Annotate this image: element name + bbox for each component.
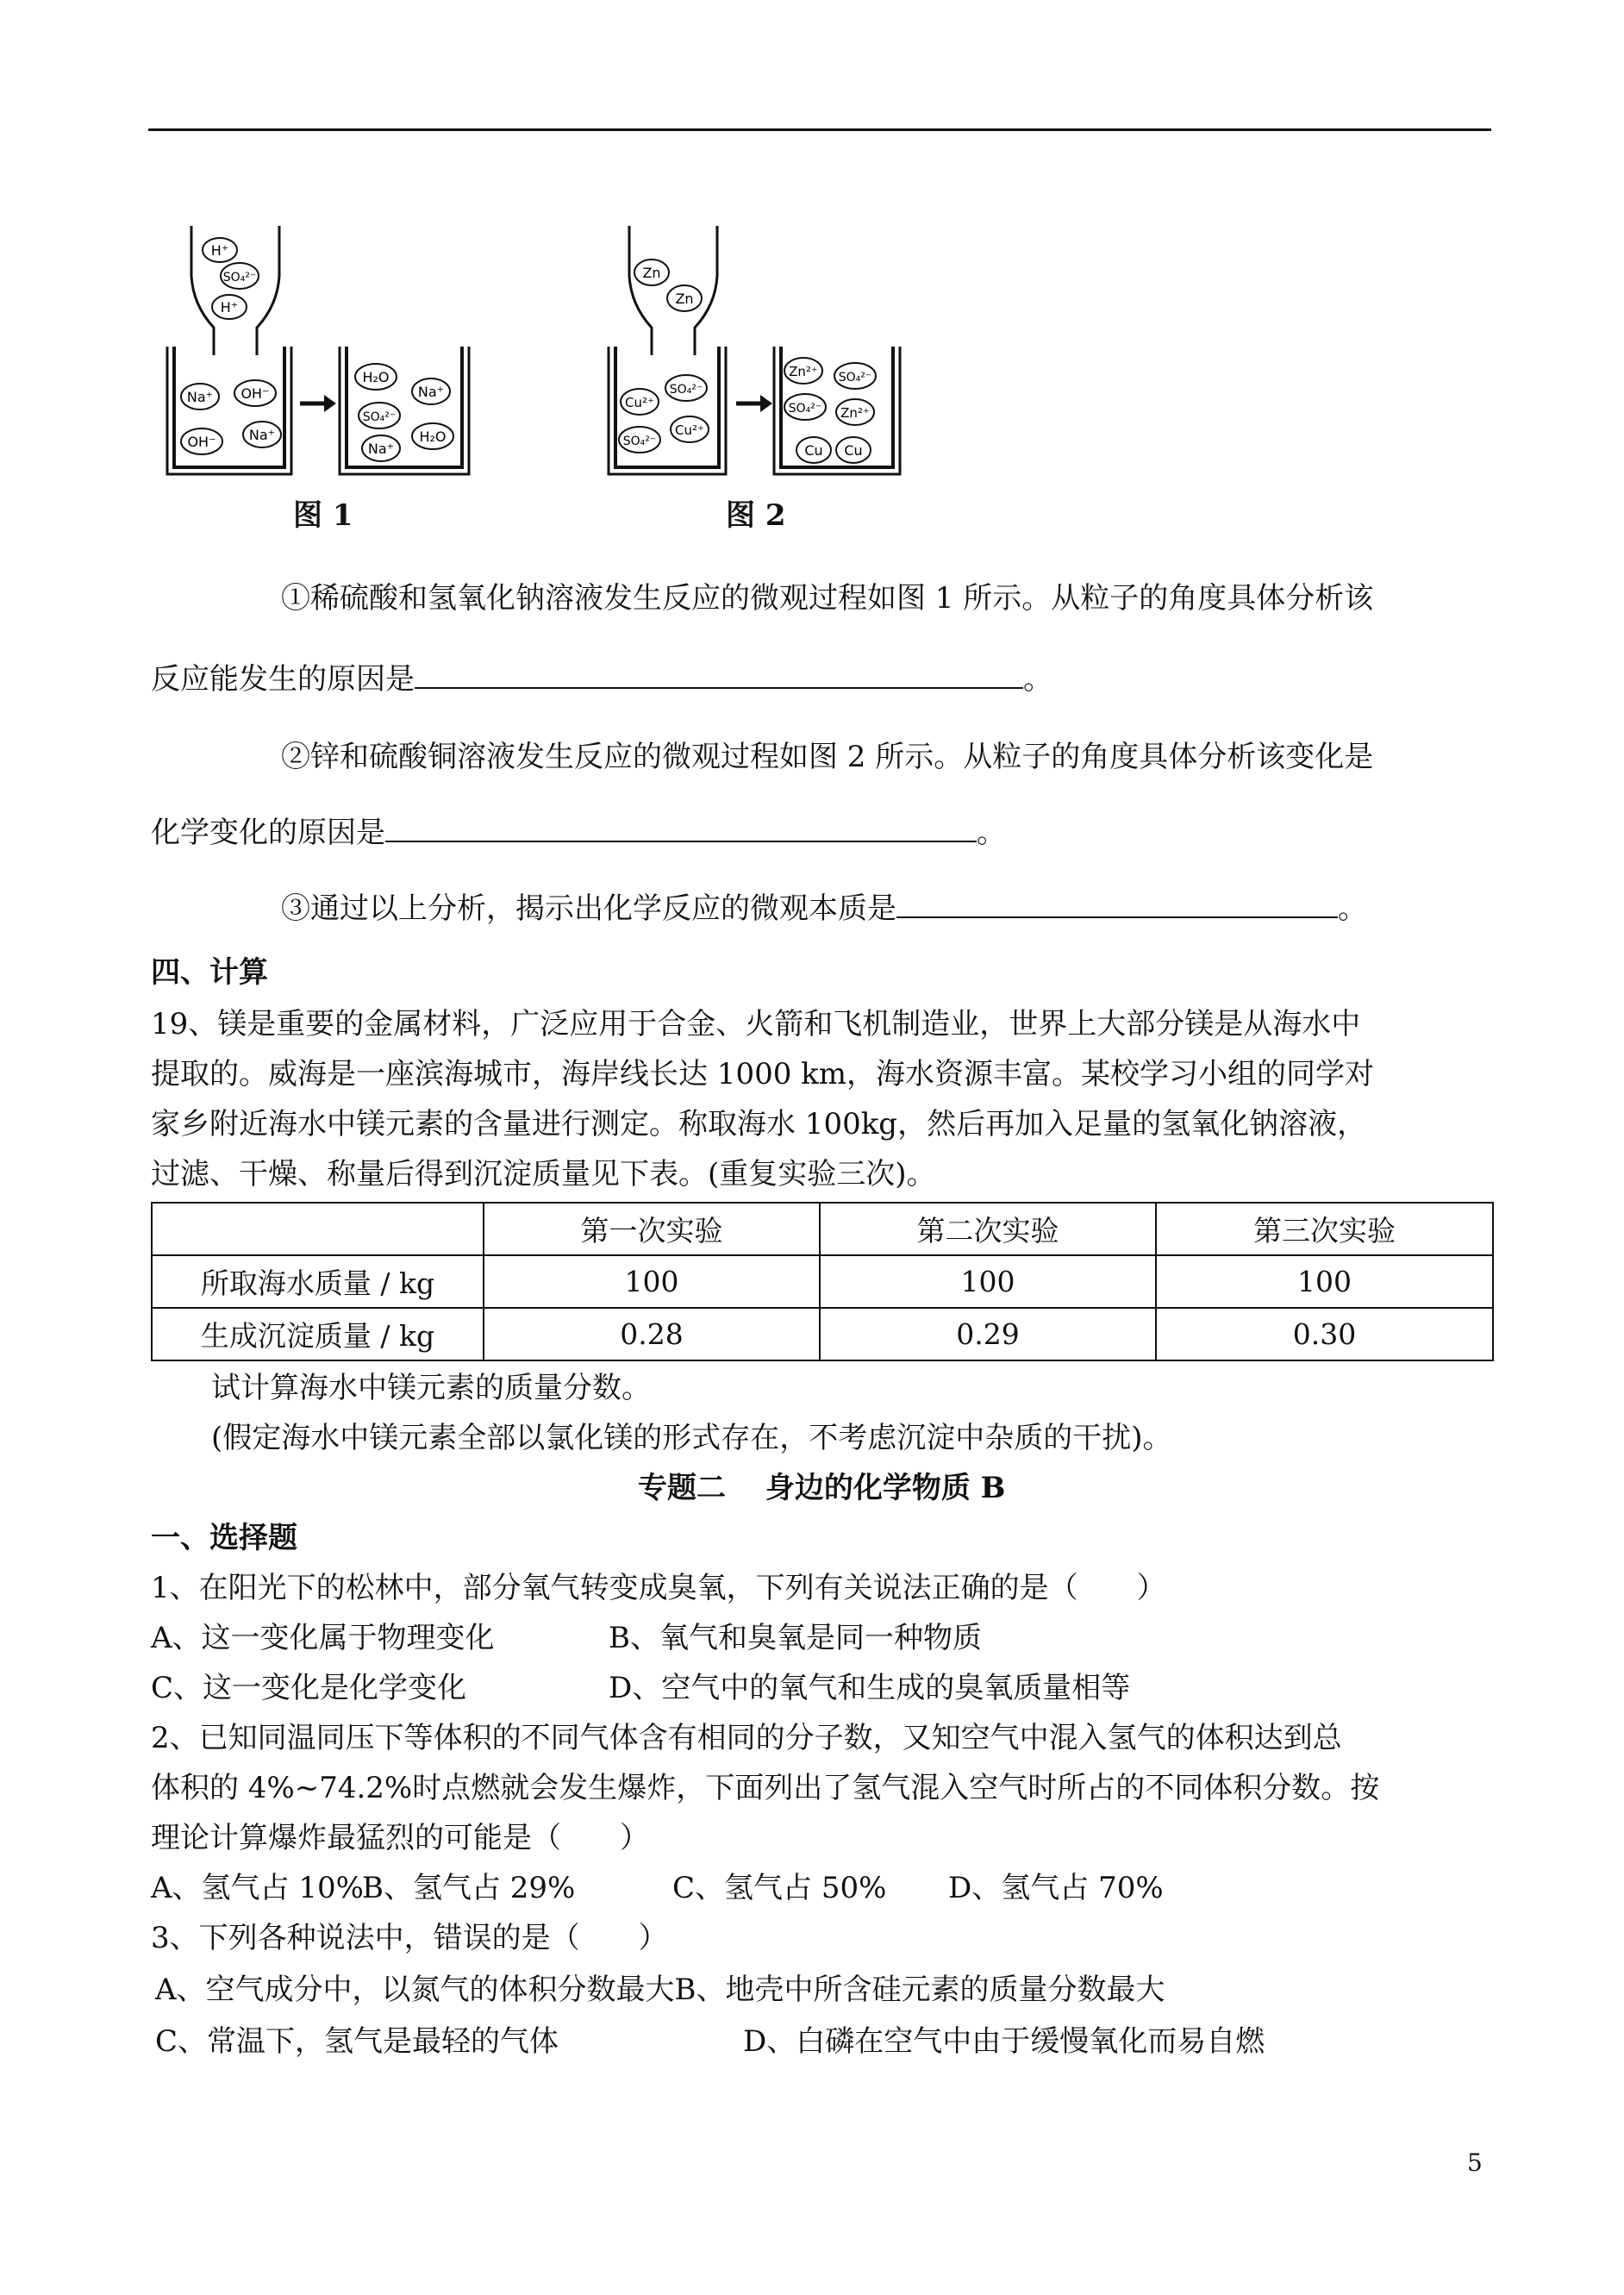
svg-text:H⁺: H⁺ xyxy=(210,242,229,259)
experiment-table xyxy=(151,1202,1494,1361)
table-cell: 100 xyxy=(1156,1255,1493,1308)
svg-text:H⁺: H⁺ xyxy=(220,299,239,316)
header-rule xyxy=(148,128,1491,131)
q3-option-c[interactable]: C、常温下，氢气是最轻的气体 xyxy=(155,2024,559,2059)
svg-text:Zn: Zn xyxy=(675,291,694,307)
svg-text:Zn²⁺: Zn²⁺ xyxy=(840,405,870,421)
q2-stem-line-3: 理论计算爆炸最猛烈的可能是（ ） xyxy=(151,1821,649,1855)
q1-option-d[interactable]: D、空气中的氧气和生成的臭氧质量相等 xyxy=(609,1671,1131,1705)
table-row xyxy=(152,1255,1493,1308)
table-cell: 0.30 xyxy=(1156,1308,1493,1360)
svg-text:SO₄²⁻: SO₄²⁻ xyxy=(362,410,397,424)
q19-line-3: 家乡附近海水中镁元素的含量进行测定。称取海水 100kg，然后再加入足量的氢氧化钠溶液， xyxy=(151,1107,1367,1141)
q19-line-4: 过滤、干燥、称量后得到沉淀质量见下表。(重复实验三次)。 xyxy=(151,1157,936,1191)
svg-text:Na⁺: Na⁺ xyxy=(248,427,276,443)
table-cell: 100 xyxy=(484,1255,820,1308)
svg-text:H₂O: H₂O xyxy=(362,369,390,385)
q2-option-d[interactable]: D、氢气占 70% xyxy=(948,1871,1164,1905)
svg-text:SO₄²⁻: SO₄²⁻ xyxy=(222,271,257,285)
svg-text:SO₄²⁻: SO₄²⁻ xyxy=(838,371,872,385)
svg-text:Cu: Cu xyxy=(844,442,863,459)
q2-option-b[interactable]: B、氢气占 29% xyxy=(362,1871,576,1905)
q1-option-b[interactable]: B、氧气和臭氧是同一种物质 xyxy=(609,1621,982,1655)
q3-options-ab[interactable]: A、空气成分中，以氮气的体积分数最大B、地壳中所含硅元素的质量分数最大 xyxy=(155,1973,1165,2007)
answer-blank-3[interactable] xyxy=(896,892,1338,918)
table-cell xyxy=(152,1203,484,1255)
figure-2-caption: 图 2 xyxy=(726,498,786,533)
q19-assumption: (假定海水中镁元素全部以氯化镁的形式存在，不考虑沉淀中杂质的干扰)。 xyxy=(211,1421,1172,1455)
svg-text:Na⁺: Na⁺ xyxy=(417,384,445,400)
q2-stem-line-1: 2、已知同温同压下等体积的不同气体含有相同的分子数，又知空气中混入氢气的体积达到总 xyxy=(151,1721,1342,1755)
section-1-heading: 一、选择题 xyxy=(151,1521,297,1555)
svg-text:Na⁺: Na⁺ xyxy=(186,389,214,405)
svg-text:H₂O: H₂O xyxy=(419,428,447,445)
svg-text:Na⁺: Na⁺ xyxy=(367,441,395,457)
q1-option-c[interactable]: C、这一变化是化学变化 xyxy=(151,1671,467,1705)
svg-text:Zn²⁺: Zn²⁺ xyxy=(789,364,818,379)
q18-part2-line2: 化学变化的原因是 。 xyxy=(151,816,1006,850)
q18-part1-line2: 反应能发生的原因是 。 xyxy=(151,662,1052,697)
svg-text:Cu: Cu xyxy=(804,442,823,459)
q18-part3: ③通过以上分析，揭示出化学反应的微观本质是 。 xyxy=(281,891,1367,926)
figure-1-diagram xyxy=(155,226,500,485)
page-number: 5 xyxy=(1467,2148,1483,2177)
svg-text:SO₄²⁻: SO₄²⁻ xyxy=(788,402,822,416)
table-cell: 100 xyxy=(820,1255,1156,1308)
svg-text:Cu²⁺: Cu²⁺ xyxy=(625,395,654,410)
table-cell: 生成沉淀质量 / kg xyxy=(152,1308,484,1360)
q19-line-2: 提取的。威海是一座滨海城市，海岸线长达 1000 km，海水资源丰富。某校学习小组的同学对 xyxy=(151,1057,1374,1091)
table-cell: 所取海水质量 / kg xyxy=(152,1255,484,1308)
table-cell: 第一次实验 xyxy=(484,1203,820,1255)
svg-text:OH⁻: OH⁻ xyxy=(240,385,270,402)
svg-text:SO₄²⁻: SO₄²⁻ xyxy=(669,383,703,397)
table-cell: 0.28 xyxy=(484,1308,820,1360)
q2-stem-line-2: 体积的 4%~74.2%时点燃就会发生爆炸，下面列出了氢气混入空气时所占的不同体积分数。按 xyxy=(151,1771,1380,1805)
q19-task: 试计算海水中镁元素的质量分数。 xyxy=(211,1371,651,1405)
table-row xyxy=(152,1308,1493,1360)
svg-text:Cu²⁺: Cu²⁺ xyxy=(675,422,704,438)
q1-option-a[interactable]: A、这一变化属于物理变化 xyxy=(151,1621,495,1655)
q3-option-d[interactable]: D、白磷在空气中由于缓慢氧化而易自燃 xyxy=(743,2024,1265,2059)
q2-option-a[interactable]: A、氢气占 10% xyxy=(151,1871,364,1905)
answer-blank-2[interactable] xyxy=(385,816,977,842)
q2-option-c[interactable]: C、氢气占 50% xyxy=(672,1871,887,1905)
q1-stem: 1、在阳光下的松林中，部分氧气转变成臭氧，下列有关说法正确的是（ ） xyxy=(151,1571,1166,1605)
table-cell: 第二次实验 xyxy=(820,1203,1156,1255)
figure-1-caption: 图 1 xyxy=(293,498,353,533)
q18-part1-line1: ①稀硫酸和氢氧化钠溶液发生反应的微观过程如图 1 所示。从粒子的角度具体分析该 xyxy=(281,581,1374,616)
table-cell: 第三次实验 xyxy=(1156,1203,1493,1255)
q3-stem: 3、下列各种说法中，错误的是（ ） xyxy=(151,1921,668,1955)
svg-text:OH⁻: OH⁻ xyxy=(187,434,216,450)
q18-part2-line1: ②锌和硫酸铜溶液发生反应的微观过程如图 2 所示。从粒子的角度具体分析该变化是 xyxy=(281,740,1374,774)
svg-text:Zn: Zn xyxy=(642,265,661,281)
svg-text:SO₄²⁻: SO₄²⁻ xyxy=(622,435,657,448)
figure-2-diagram xyxy=(603,226,948,485)
topic-2-title: 专题二 身边的化学物质 B xyxy=(638,1471,1006,1505)
answer-blank-1[interactable] xyxy=(415,663,1023,689)
table-header-row xyxy=(152,1203,1493,1255)
q19-line-1: 19、镁是重要的金属材料，广泛应用于合金、火箭和飞机制造业，世界上大部分镁是从海水中 xyxy=(151,1007,1361,1041)
table-cell: 0.29 xyxy=(820,1308,1156,1360)
section-4-heading: 四、计算 xyxy=(151,955,268,990)
